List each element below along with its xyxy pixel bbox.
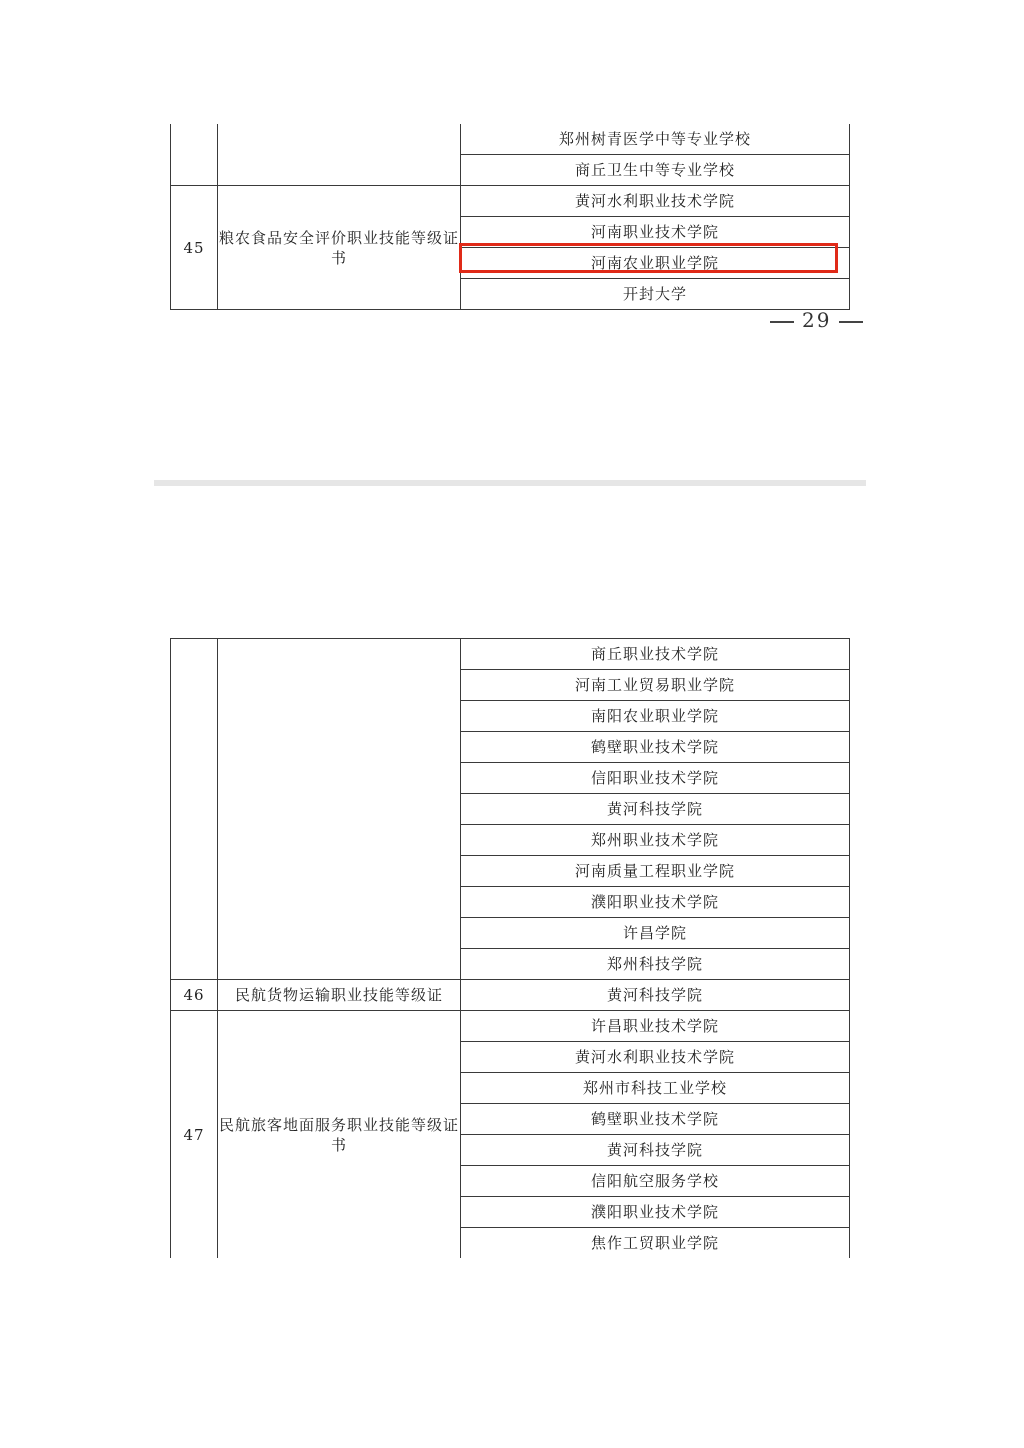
school-cell: 郑州科技学院	[461, 949, 850, 980]
dash-left	[770, 321, 794, 323]
certificate-cell	[218, 639, 461, 980]
certificate-name: 民航旅客地面服务职业技能等级证书	[218, 1011, 461, 1259]
school-cell: 郑州树青医学中等专业学校	[461, 124, 850, 155]
page-number-text: 29	[802, 308, 832, 332]
school-cell: 信阳职业技术学院	[461, 763, 850, 794]
page-divider	[154, 480, 866, 486]
row-number: 45	[171, 186, 218, 310]
school-cell: 许昌职业技术学院	[461, 1011, 850, 1042]
school-cell: 鹤壁职业技术学院	[461, 732, 850, 763]
number-cell	[171, 639, 218, 980]
school-cell: 黄河科技学院	[461, 794, 850, 825]
school-cell: 郑州职业技术学院	[461, 825, 850, 856]
row-number: 46	[171, 980, 218, 1011]
certificate-name: 民航货物运输职业技能等级证	[218, 980, 461, 1011]
school-cell: 河南工业贸易职业学院	[461, 670, 850, 701]
school-cell: 河南农业职业学院	[461, 248, 850, 279]
highlight-box	[459, 243, 838, 273]
school-cell: 郑州市科技工业学校	[461, 1073, 850, 1104]
school-cell: 许昌学院	[461, 918, 850, 949]
school-cell: 黄河科技学院	[461, 1135, 850, 1166]
school-cell: 河南职业技术学院	[461, 217, 850, 248]
dash-right	[839, 321, 863, 323]
school-cell: 黄河科技学院	[461, 980, 850, 1011]
school-cell: 鹤壁职业技术学院	[461, 1104, 850, 1135]
page-number	[762, 308, 871, 332]
school-cell: 信阳航空服务学校	[461, 1166, 850, 1197]
certificate-table-top	[170, 124, 850, 310]
row-number: 47	[171, 1011, 218, 1259]
school-cell: 开封大学	[461, 279, 850, 310]
school-cell: 商丘卫生中等专业学校	[461, 155, 850, 186]
certificate-table-bottom	[170, 638, 850, 1258]
school-cell: 南阳农业职业学院	[461, 701, 850, 732]
school-cell: 濮阳职业技术学院	[461, 1197, 850, 1228]
school-cell: 商丘职业技术学院	[461, 639, 850, 670]
school-cell: 黄河水利职业技术学院	[461, 186, 850, 217]
certificate-cell	[218, 124, 461, 186]
number-cell	[171, 124, 218, 186]
school-cell: 黄河水利职业技术学院	[461, 1042, 850, 1073]
certificate-name: 粮农食品安全评价职业技能等级证书	[218, 186, 461, 310]
school-cell: 濮阳职业技术学院	[461, 887, 850, 918]
school-cell: 河南质量工程职业学院	[461, 856, 850, 887]
school-cell: 焦作工贸职业学院	[461, 1228, 850, 1259]
